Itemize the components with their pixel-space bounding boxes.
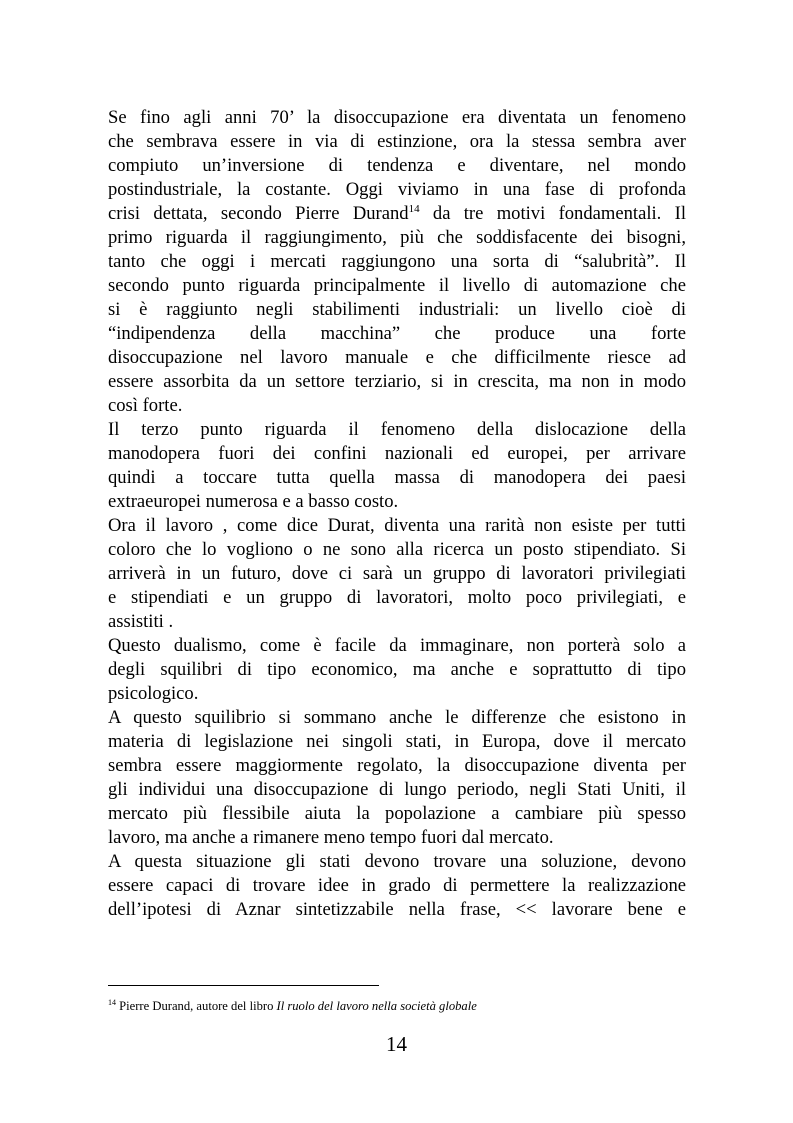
text-line: gli individui una disoccupazione di lungo periodo, negli Stati Uniti, il [108, 779, 686, 800]
text-line: Se fino agli anni 70’ la disoccupazione era diventata un fenomeno [108, 107, 686, 128]
body-text [108, 106, 686, 922]
text-segment: crisi dettata, secondo Pierre Durand [108, 203, 409, 224]
text-line: si è raggiunto negli stabilimenti industriali: un livello cioè di [108, 299, 686, 320]
text-line: materia di legislazione nei singoli stati, in Europa, dove il mercato [108, 731, 686, 752]
text-line: degli squilibri di tipo economico, ma anche e soprattutto di tipo [108, 659, 686, 680]
footnote-separator [108, 985, 379, 986]
text-line: manodopera fuori dei confini nazionali ed europei, per arrivare [108, 443, 686, 464]
footnote [108, 998, 686, 1014]
text-line: extraeuropei numerosa e a basso costo. [108, 491, 399, 512]
text-line: coloro che lo vogliono o ne sono alla ricerca un posto stipendiato. Si [108, 539, 686, 560]
text-line: essere assorbita da un settore terziario, si in crescita, ma non in modo [108, 371, 686, 392]
text-line: e stipendiati e un gruppo di lavoratori, molto poco privilegiati, e [108, 587, 686, 608]
text-line: psicologico. [108, 683, 199, 704]
text-line: Questo dualismo, come è facile da immaginare, non porterà solo a [108, 635, 686, 656]
text-line: sembra essere maggiormente regolato, la disoccupazione diventa per [108, 755, 686, 776]
footnote-book-title: Il ruolo del lavoro nella società globale [276, 999, 477, 1013]
page-number: 14 [386, 1032, 407, 1056]
text-line: così forte. [108, 395, 183, 416]
footnote-reference[interactable]: 14 [408, 203, 420, 215]
text-line: primo riguarda il raggiungimento, più che soddisfacente dei bisogni, [108, 227, 686, 248]
text-segment: da tre motivi fondamentali. Il [419, 203, 686, 224]
text-line: tanto che oggi i mercati raggiungono una sorta di “salubrità”. Il [108, 251, 686, 272]
text-line: “indipendenza della macchina” che produce una forte [108, 323, 686, 344]
text-line: Il terzo punto riguarda il fenomeno della dislocazione della [108, 419, 686, 440]
text-line: compiuto un’inversione di tendenza e diventare, nel mondo [108, 155, 686, 176]
footnote-number: 14 [108, 998, 116, 1007]
text-line: dell’ipotesi di Aznar sintetizzabile nella frase, << lavorare bene e [108, 899, 686, 920]
text-line: A questa situazione gli stati devono trovare una soluzione, devono [108, 851, 686, 872]
text-line: arriverà in un futuro, dove ci sarà un gruppo di lavoratori privilegiati [108, 563, 686, 584]
text-line: disoccupazione nel lavoro manuale e che difficilmente riesce ad [108, 347, 686, 368]
text-line: assistiti . [108, 611, 174, 632]
text-line: che sembrava essere in via di estinzione, ora la stessa sembra aver [108, 131, 686, 152]
text-line: mercato più flessibile aiuta la popolazione a cambiare più spesso [108, 803, 686, 824]
text-line-with-footnote [108, 202, 686, 226]
text-line: postindustriale, la costante. Oggi viviamo in una fase di profonda [108, 179, 686, 200]
footnote-text: Pierre Durand, autore del libro [116, 999, 277, 1013]
text-line: A questo squilibrio si sommano anche le differenze che esistono in [108, 707, 686, 728]
text-line: essere capaci di trovare idee in grado di permettere la realizzazione [108, 875, 686, 896]
text-line: quindi a toccare tutta quella massa di manodopera dei paesi [108, 467, 686, 488]
text-line: secondo punto riguarda principalmente il livello di automazione che [108, 275, 686, 296]
text-line: lavoro, ma anche a rimanere meno tempo fuori dal mercato. [108, 827, 554, 848]
text-line: Ora il lavoro , come dice Durat, diventa una rarità non esiste per tutti [108, 515, 686, 536]
